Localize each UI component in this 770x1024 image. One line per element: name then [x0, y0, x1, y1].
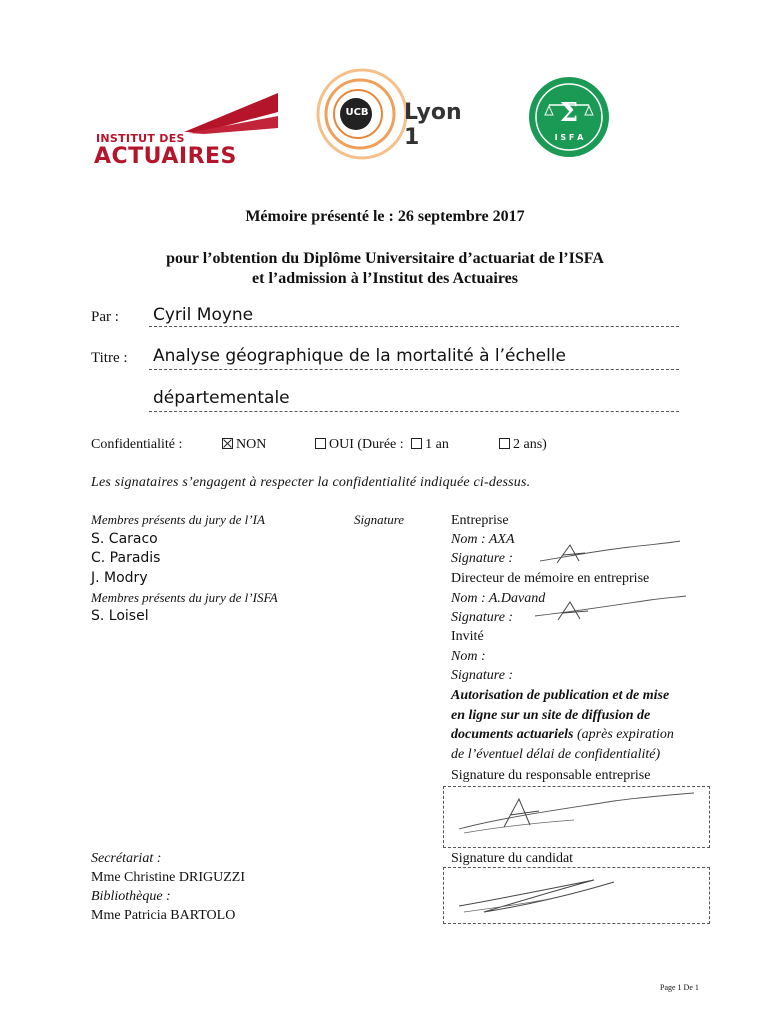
- oui-label: OUI (Durée :: [329, 437, 404, 452]
- authorization-bold-3: documents actuariels: [451, 727, 574, 742]
- titre-label: Titre :: [91, 350, 128, 366]
- secretariat-name: Mme Christine DRIGUZZI: [91, 870, 245, 885]
- authorization-line-2: en ligne sur un site de diffusion de: [451, 708, 651, 723]
- isfa-logo-text: I S F A: [554, 133, 584, 142]
- submission-date: Mémoire présenté le : 26 septembre 2017: [245, 208, 525, 225]
- company-name: Nom : AXA: [451, 532, 515, 547]
- confidentiality-two-years[interactable]: [499, 437, 547, 453]
- page-number: Page 1 De 1: [660, 983, 699, 992]
- titre-field-line2: [149, 388, 679, 412]
- secretariat-label: Secrétariat :: [91, 851, 162, 866]
- two-years-checkbox[interactable]: [499, 438, 510, 449]
- authorization-line-4: de l’éventuel délai de confidentialité): [451, 747, 661, 762]
- one-year-label: 1 an: [425, 437, 449, 452]
- ia-member-3: J. Modry: [91, 570, 148, 586]
- authorization-line-1: Autorisation de publication et de mise: [451, 688, 670, 703]
- candidate-signature-label: Signature du candidat: [451, 851, 574, 866]
- responsible-signature-box[interactable]: [443, 786, 710, 848]
- purpose-line-2: et l’admission à l’Institut des Actuaires: [252, 270, 518, 287]
- candidate-signature-box[interactable]: [443, 867, 710, 924]
- guest-name-label: Nom :: [451, 649, 486, 664]
- ia-jury-heading: Membres présents du jury de l’IA: [91, 512, 265, 527]
- isfa-logo: [527, 75, 611, 159]
- lyon1-logo: [312, 62, 482, 172]
- confidentiality-label: Confidentialité :: [91, 437, 183, 452]
- lyon1-monogram: UCB: [345, 107, 369, 118]
- non-label: NON: [236, 437, 267, 452]
- guest-signature-label: Signature :: [451, 668, 514, 683]
- ia-member-2: C. Paradis: [91, 550, 161, 566]
- title-line-1: Analyse géographique de la mortalité à l’échelle: [153, 346, 566, 366]
- responsible-signature: [444, 787, 709, 847]
- isfa-logo-emblem: [527, 75, 611, 159]
- titre-field-line1: [149, 346, 679, 370]
- institut-logo-line2: ACTUAIRES: [94, 144, 237, 169]
- entreprise-label: Entreprise: [451, 513, 509, 528]
- isfa-member-1: S. Loisel: [91, 608, 149, 624]
- library-name: Mme Patricia BARTOLO: [91, 908, 236, 923]
- responsible-signature-label: Signature du responsable entreprise: [451, 768, 651, 783]
- company-signature-label: Signature :: [451, 551, 514, 566]
- two-years-label: 2 ans): [513, 437, 547, 452]
- candidate-signature: [444, 868, 709, 923]
- institut-des-actuaires-logo: [92, 90, 282, 170]
- svg-text:Σ: Σ: [559, 98, 579, 128]
- isfa-jury-heading: Membres présents du jury de l’ISFA: [91, 590, 278, 605]
- ia-member-1: S. Caraco: [91, 531, 158, 547]
- guest-label: Invité: [451, 629, 484, 644]
- confidentiality-oui[interactable]: [315, 437, 449, 453]
- oui-checkbox[interactable]: [315, 438, 326, 449]
- title-line-2: départementale: [153, 388, 290, 408]
- non-checkbox[interactable]: [222, 438, 233, 449]
- author-name: Cyril Moyne: [153, 305, 254, 325]
- one-year-checkbox[interactable]: [411, 438, 422, 449]
- confidentiality-non[interactable]: [222, 437, 266, 453]
- lyon1-logo-text: Lyon 1: [404, 100, 462, 150]
- par-field: [149, 305, 679, 327]
- director-signature: [530, 592, 690, 626]
- commitment-text: Les signataires s’engagent à respecter la confidentialité indiquée ci-dessus.: [91, 475, 531, 490]
- signature-heading: Signature: [354, 512, 405, 527]
- company-signature: [535, 535, 685, 569]
- director-name: Nom : A.Davand: [451, 591, 546, 606]
- institut-logo-line1: INSTITUT DES: [96, 132, 185, 145]
- authorization-line-3: [451, 725, 674, 744]
- par-label: Par :: [91, 309, 119, 325]
- authorization-ital-3: (après expiration: [573, 727, 674, 742]
- director-signature-label: Signature :: [451, 610, 514, 625]
- library-label: Bibliothèque :: [91, 889, 171, 904]
- director-label: Directeur de mémoire en entreprise: [451, 571, 650, 586]
- purpose-line-1: pour l’obtention du Diplôme Universitaire d’actuariat de l’ISFA: [166, 250, 604, 267]
